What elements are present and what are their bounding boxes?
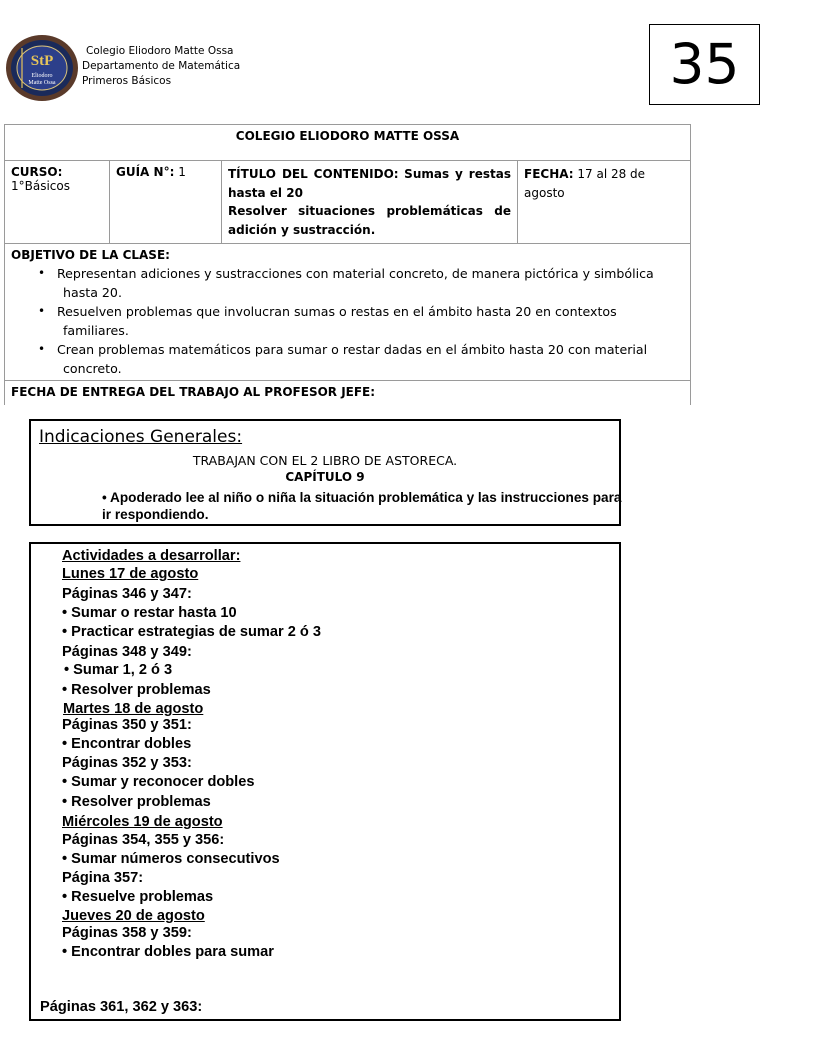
indicaciones-line2: CAPÍTULO 9 <box>285 470 365 484</box>
bullet-icon: • <box>62 682 68 698</box>
indicaciones-bullet-text: Apoderado lee al niño o niña la situación problemática y las instrucciones para ir respondiendo. <box>102 490 622 522</box>
pages-label: Página 357: <box>62 870 144 886</box>
bullet-icon: • <box>62 889 68 905</box>
bullet-icon: • <box>64 662 70 678</box>
objetivo-label: OBJETIVO DE LA CLASE: <box>11 248 170 262</box>
pages-label: Páginas 346 y 347: <box>62 586 192 602</box>
day-heading: Martes 18 de agosto <box>63 701 204 717</box>
course-info-table <box>4 124 691 405</box>
header-text <box>80 44 240 89</box>
task-item: • Sumar y reconocer dobles <box>62 774 255 790</box>
svg-text:StP: StP <box>30 53 54 69</box>
actividades-box <box>29 542 621 1021</box>
bullet-icon: • <box>38 304 46 318</box>
level-name: Primeros Básicos <box>82 75 172 87</box>
curso-value: 1°Básicos <box>11 179 70 193</box>
pages-label: Páginas 350 y 351: <box>62 717 192 733</box>
task-item: • Encontrar dobles para sumar <box>62 944 274 960</box>
task-item: • Sumar 1, 2 ó 3 <box>64 662 173 678</box>
list-item: • Representan adiciones y sustracciones con material concreto, de manera pictórica y simbólica hasta 20. <box>38 266 654 300</box>
bullet-icon: • <box>62 794 68 810</box>
svg-text:Eliodoro: Eliodoro <box>31 73 53 79</box>
task-item: • Resuelve problemas <box>62 889 214 905</box>
titulo-cell <box>222 161 518 244</box>
bullet-icon: • <box>62 605 68 621</box>
entrega-cell: FECHA DE ENTREGA DEL TRABAJO AL PROFESOR JEFE: <box>5 381 691 406</box>
objetivos-list <box>11 264 684 378</box>
actividades-title: Actividades a desarrollar: <box>62 548 241 564</box>
titulo-label: TÍTULO DEL CONTENIDO: <box>228 167 399 181</box>
fecha-cell <box>518 161 691 244</box>
indicaciones-bullet <box>102 489 622 523</box>
task-item: • Practicar estrategias de sumar 2 ó 3 <box>62 624 322 640</box>
indicaciones-box <box>29 419 621 526</box>
task-item: • Sumar o restar hasta 10 <box>62 605 237 621</box>
bullet-icon: • <box>38 266 46 280</box>
table-title: COLEGIO ELIODORO MATTE OSSA <box>5 125 691 161</box>
pages-label: Páginas 352 y 353: <box>62 755 192 771</box>
pages-label: Páginas 361, 362 y 363: <box>40 999 203 1015</box>
fecha-label: FECHA: <box>524 167 574 181</box>
fecha-value: 17 al 28 de agosto <box>524 167 646 200</box>
department-name: Departamento de Matemática <box>82 60 241 72</box>
guia-value: 1 <box>178 165 186 179</box>
indicaciones-line1: TRABAJAN CON EL 2 LIBRO DE ASTORECA. <box>192 453 458 468</box>
titulo-extra: Resolver situaciones problemáticas de adición y sustracción. <box>228 204 511 237</box>
objetivo-cell <box>5 244 691 381</box>
titulo-value: Sumas y restas hasta el 20 <box>228 167 511 200</box>
pages-label: Páginas 358 y 359: <box>62 925 192 941</box>
bullet-icon: • <box>62 851 68 867</box>
indicaciones-title: Indicaciones Generales: <box>39 427 243 447</box>
bullet-icon: • <box>62 624 68 640</box>
bullet-icon: • <box>102 490 107 505</box>
school-logo <box>4 33 80 103</box>
guia-label: GUÍA N°: <box>116 165 175 179</box>
day-heading: Jueves 20 de agosto <box>62 908 205 924</box>
guia-cell <box>110 161 222 244</box>
curso-cell <box>5 161 110 244</box>
list-item: • Crean problemas matemáticos para sumar o restar dadas en el ámbito hasta 20 con material concreto. <box>38 342 648 376</box>
task-item: • Sumar números consecutivos <box>62 851 280 867</box>
day-heading: Lunes 17 de agosto <box>62 566 199 582</box>
bullet-icon: • <box>62 944 68 960</box>
task-item: • Encontrar dobles <box>62 736 192 752</box>
page-number-box: 35 <box>649 24 760 105</box>
day-heading: Miércoles 19 de agosto <box>62 814 223 830</box>
bullet-icon: • <box>38 342 46 356</box>
bullet-icon: • <box>62 736 68 752</box>
svg-text:Matte Ossa: Matte Ossa <box>28 80 56 86</box>
school-name: Colegio Eliodoro Matte Ossa <box>86 45 234 57</box>
task-item: • Resolver problemas <box>62 682 211 698</box>
pages-label: Páginas 348 y 349: <box>62 644 192 660</box>
list-item: • Resuelven problemas que involucran sumas o restas en el ámbito hasta 20 en contextos familiares. <box>38 304 617 338</box>
curso-label: CURSO: <box>11 165 63 179</box>
pages-label: Páginas 354, 355 y 356: <box>62 832 225 848</box>
bullet-icon: • <box>62 774 68 790</box>
task-item: • Resolver problemas <box>62 794 211 810</box>
